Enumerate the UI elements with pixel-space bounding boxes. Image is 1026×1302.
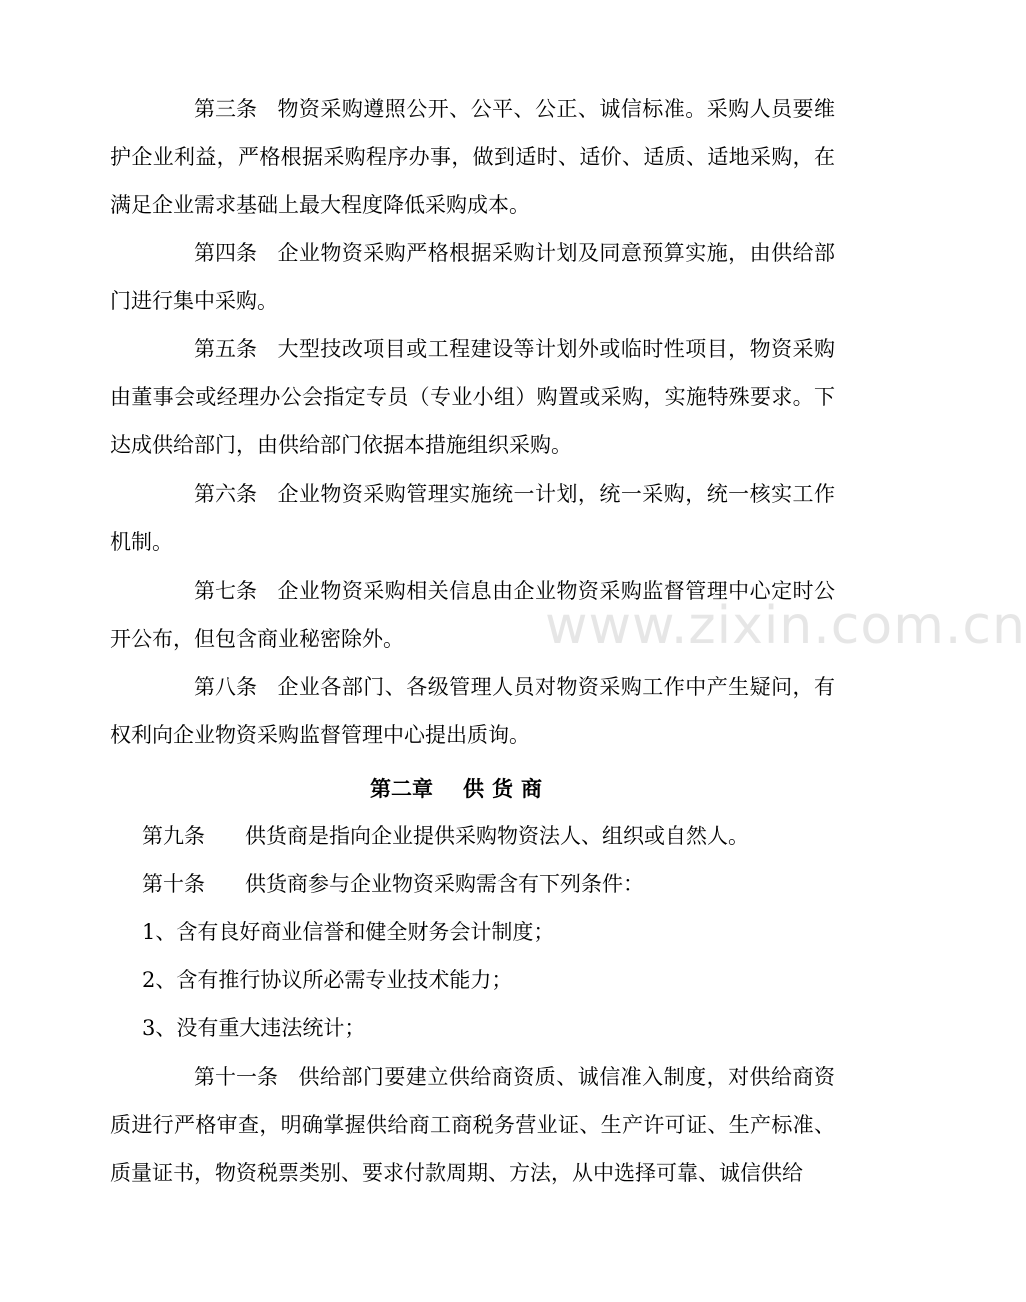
article-number: 第三条 — [194, 97, 257, 121]
article-text: 企业物资采购管理实施统一计划，统一采购，统一核实工作机制。 — [110, 482, 835, 554]
chapter-heading — [0, 765, 920, 813]
chapter-number: 第二章 — [370, 777, 433, 801]
article-3 — [110, 85, 835, 229]
article-number: 第十一条 — [194, 1065, 278, 1089]
article-7 — [110, 567, 835, 663]
condition-item-3: 3、没有重大违法统计； — [142, 1016, 366, 1040]
article-number: 第五条 — [194, 337, 257, 361]
article-number: 第八条 — [194, 675, 257, 699]
article-text: 企业各部门、各级管理人员对物资采购工作中产生疑问，有权利向企业物资采购监督管理中心提出质询。 — [110, 675, 835, 747]
article-text: 企业物资采购相关信息由企业物资采购监督管理中心定时公开公布，但包含商业秘密除外。 — [110, 579, 835, 651]
article-number: 第四条 — [194, 241, 257, 265]
article-number: 第六条 — [194, 482, 257, 506]
article-text: 供货商参与企业物资采购需含有下列条件： — [245, 872, 644, 896]
article-11 — [110, 1053, 835, 1197]
watermark: www.zixin.com.cn — [545, 596, 1026, 656]
chapter-title: 供货商 — [463, 777, 550, 801]
article-number: 第十条 — [142, 872, 205, 896]
condition-item-2: 2、含有推行协议所必需专业技术能力； — [142, 968, 513, 992]
article-6 — [110, 470, 835, 566]
article-text: 供给部门要建立供给商资质、诚信准入制度，对供给商资质进行严格审查，明确掌握供给商工商税务营业证、生产许可证、生产标准、质量证书，物资税票类别、要求付款周期、方法，从中选择可靠、诚信供给 — [110, 1065, 835, 1185]
article-text: 企业物资采购严格根据采购计划及同意预算实施，由供给部门进行集中采购。 — [110, 241, 835, 313]
article-number: 第九条 — [142, 824, 205, 848]
condition-item-1: 1、含有良好商业信誉和健全财务会计制度； — [142, 920, 555, 944]
article-number: 第七条 — [194, 579, 257, 603]
article-4 — [110, 229, 835, 325]
article-10 — [142, 860, 867, 908]
article-text: 供货商是指向企业提供采购物资法人、组织或自然人。 — [245, 824, 749, 848]
article-9 — [142, 812, 867, 860]
article-8 — [110, 663, 835, 759]
article-text: 大型技改项目或工程建设等计划外或临时性项目，物资采购由董事会或经理办公会指定专员（专业小组）购置或采购，实施特殊要求。下达成供给部门，由供给部门依据本措施组织采购。 — [110, 337, 835, 457]
article-5 — [110, 325, 835, 469]
article-text: 物资采购遵照公开、公平、公正、诚信标准。采购人员要维护企业利益，严格根据采购程序办事，做到适时、适价、适质、适地采购，在满足企业需求基础上最大程度降低采购成本。 — [110, 97, 835, 217]
